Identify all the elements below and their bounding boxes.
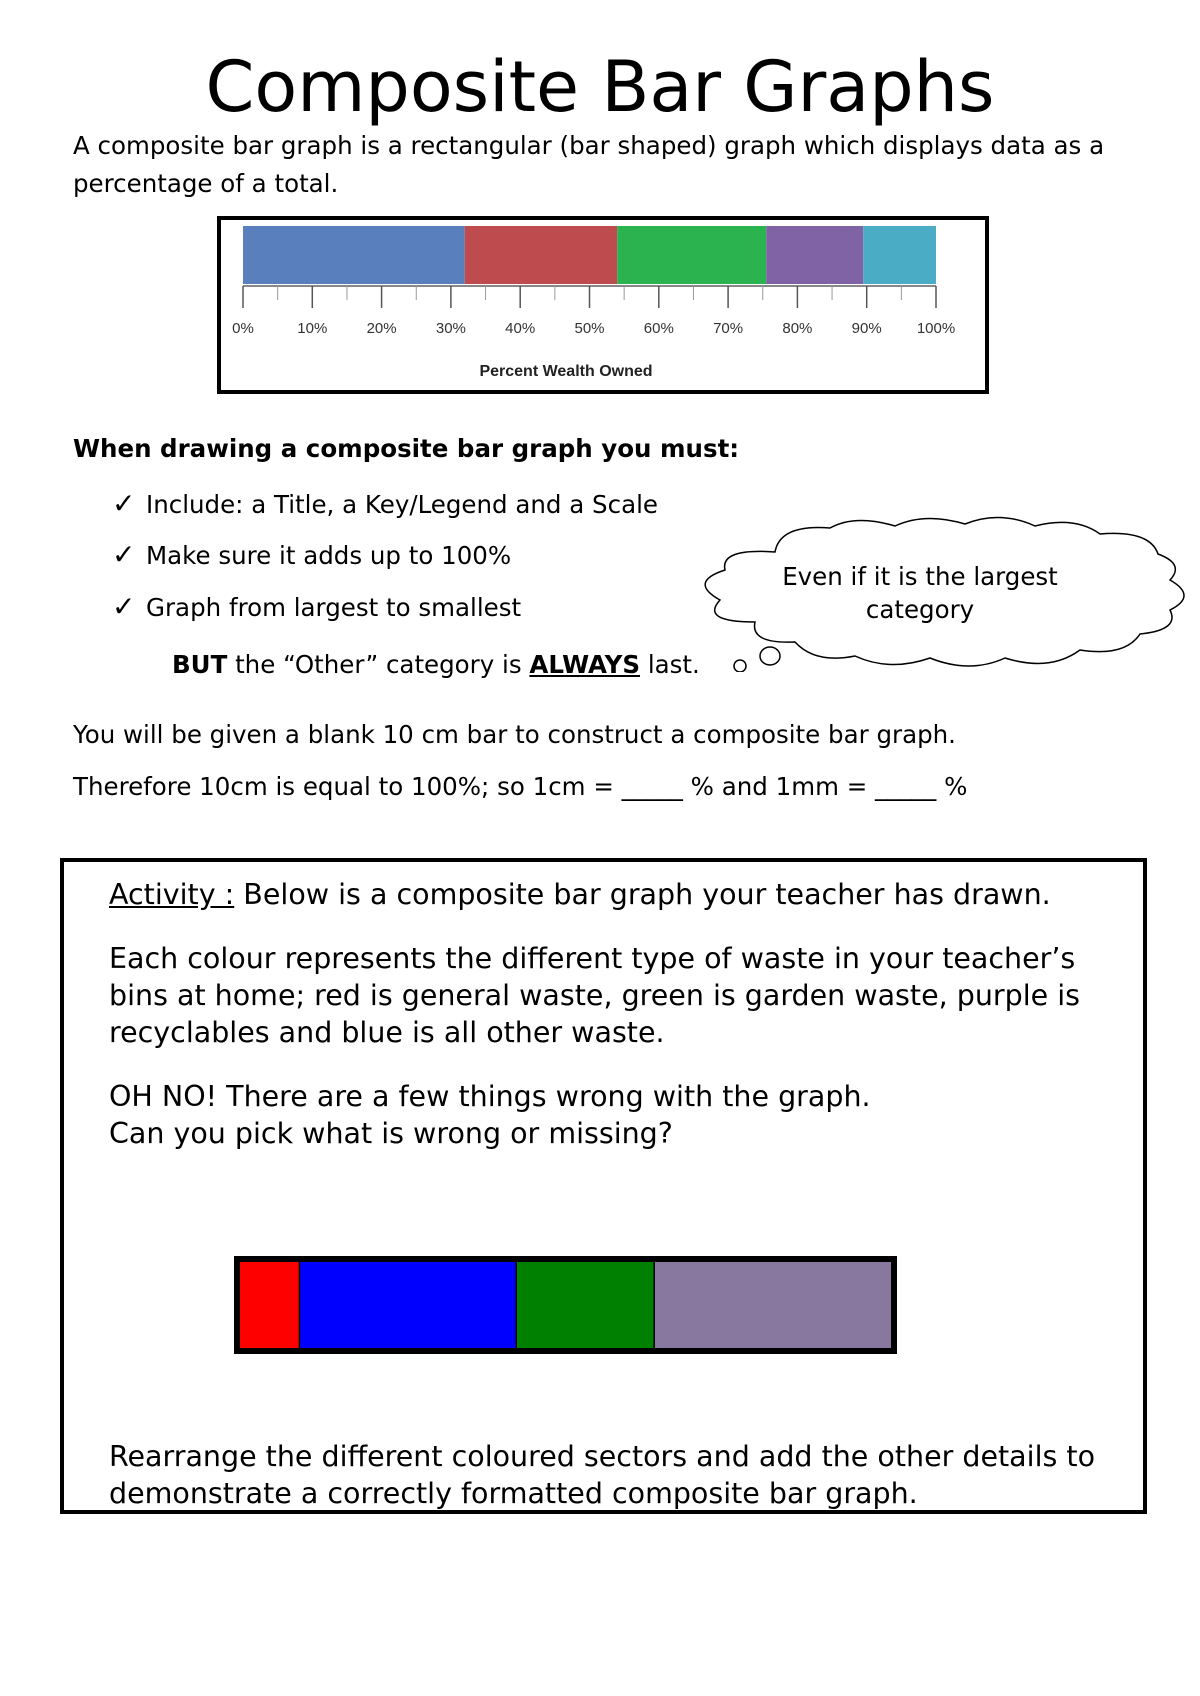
check-icon: ✓ [112, 590, 136, 623]
bar-segment-purple [654, 1259, 894, 1351]
example-chart-frame [217, 216, 989, 394]
bar-segment-green [617, 226, 766, 284]
activity-oh-no-line1: OH NO! There are a few things wrong with the graph. [109, 1080, 871, 1113]
bar-segment-red [237, 1259, 299, 1351]
tick-label: 80% [782, 320, 813, 337]
bar-segment-teal [863, 226, 936, 284]
activity-heading [109, 876, 1129, 913]
tick-label: 0% [232, 320, 254, 337]
tick-label: 10% [297, 320, 328, 337]
checklist-item-label: Include: a Title, a Key/Legend and a Scale [146, 490, 658, 519]
example-composite-bar-chart [221, 220, 985, 390]
checklist-item-label: Graph from largest to smallest [146, 593, 522, 622]
bar-segment-blue [299, 1259, 516, 1351]
tick-label: 100% [916, 320, 956, 337]
tick-label: 90% [851, 320, 882, 337]
tick-label: 70% [713, 320, 744, 337]
activity-oh-no-line2: Can you pick what is wrong or missing? [109, 1117, 673, 1150]
always-word: ALWAYS [529, 650, 641, 679]
checklist-item [112, 590, 521, 623]
scale-fill-in-line: Therefore 10cm is equal to 100%; so 1cm = _____ % and 1mm = _____ % [73, 772, 968, 801]
teacher-composite-bar [234, 1256, 898, 1354]
checklist-item [112, 487, 658, 520]
check-icon: ✓ [112, 538, 136, 571]
check-icon: ✓ [112, 487, 136, 520]
bar-segment-blue [243, 226, 465, 284]
other-category-rule [172, 650, 700, 679]
tick-label: 30% [435, 320, 466, 337]
checklist-item [112, 538, 511, 571]
bar-segment-green [516, 1259, 654, 1351]
thought-cloud-text: Even if it is the largest category [782, 562, 1058, 624]
checklist-item-label: Make sure it adds up to 100% [146, 541, 512, 570]
page-title: Composite Bar Graphs [205, 46, 995, 128]
but-end-text: last. [647, 650, 700, 679]
but-middle-text: the “Other” category is [235, 650, 522, 679]
tick-label: 50% [574, 320, 605, 337]
tick-label: 60% [643, 320, 674, 337]
tick-label: 20% [366, 320, 397, 337]
bar-segment-purple [766, 226, 863, 284]
bar-segment-red [465, 226, 617, 284]
must-heading: When drawing a composite bar graph you must: [73, 434, 740, 463]
intro-paragraph: A composite bar graph is a rectangular (bar shaped) graph which displays data as a percentage of a total. [73, 131, 1105, 198]
but-word: BUT [172, 650, 228, 679]
activity-colours-text: Each colour represents the different type of waste in your teacher’s bins at home; red is general waste, green is garden waste, purple is recyclables and blue is all other waste. [109, 942, 1080, 1049]
x-axis-label: Percent Wealth Owned [479, 363, 653, 380]
activity-label: Activity : [109, 878, 235, 911]
activity-rearrange-text: Rearrange the different coloured sectors and add the other details to demonstrate a correctly formatted composite bar graph. [109, 1440, 1096, 1510]
blank-bar-intro: You will be given a blank 10 cm bar to construct a composite bar graph. [73, 720, 956, 749]
tick-label: 40% [505, 320, 536, 337]
activity-intro: Below is a composite bar graph your teacher has drawn. [234, 878, 1051, 911]
